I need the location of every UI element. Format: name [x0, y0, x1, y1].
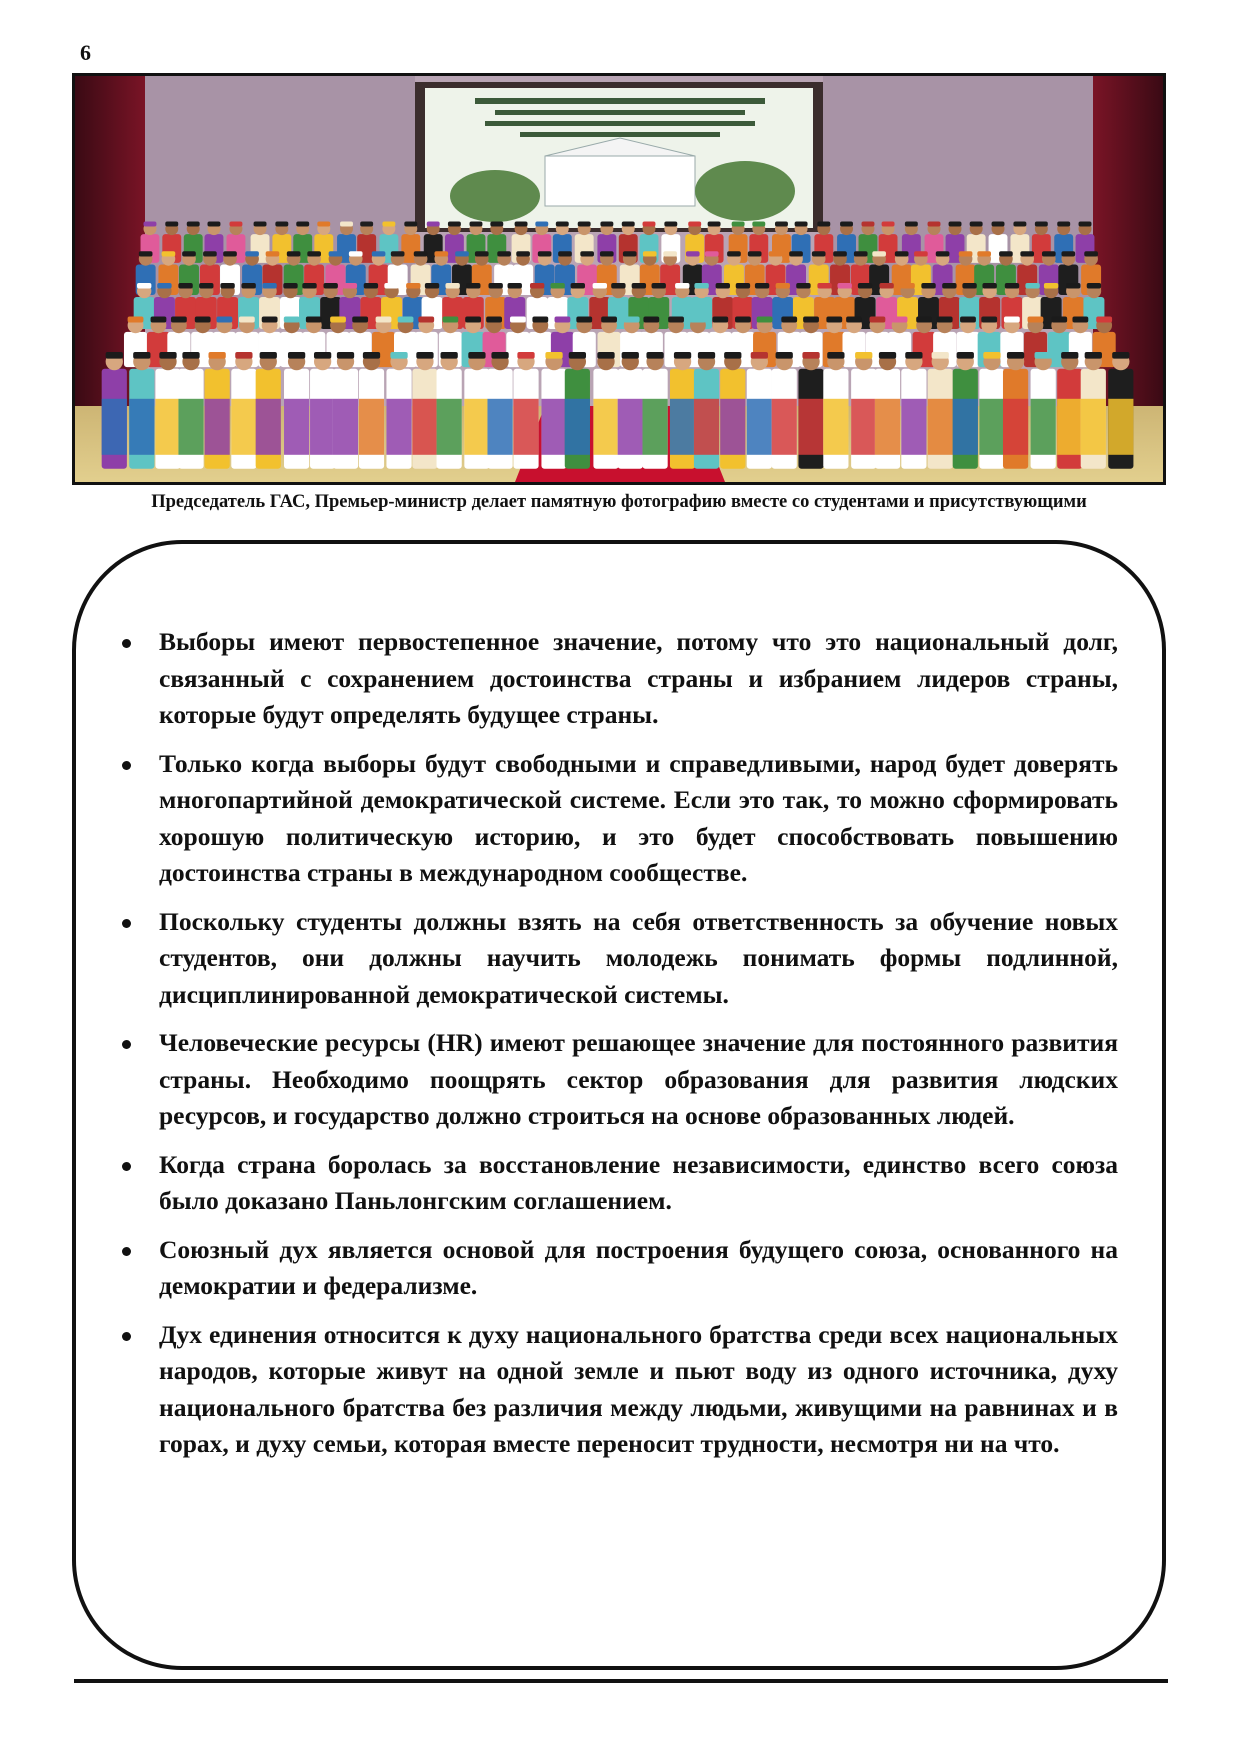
crowd-figure-hair	[611, 283, 625, 289]
bullet-dot-icon	[122, 1162, 131, 1171]
crowd-figure-hair	[497, 251, 511, 256]
crowd-figure-hair	[970, 222, 983, 227]
crowd-figure-hair	[329, 251, 343, 256]
crowd-figure-hair	[376, 317, 392, 323]
crowd-figure-hair	[488, 283, 502, 289]
bottom-rule	[74, 1679, 1168, 1683]
crowd-figure-hair	[959, 251, 973, 256]
crowd-figure-hair	[151, 317, 167, 323]
crowd-figure-hair	[769, 251, 783, 256]
crowd-figure-hair	[465, 317, 481, 323]
crowd-figure-longyi	[284, 399, 309, 455]
crowd-figure-hair	[372, 251, 386, 256]
crowd-figure-hair	[1042, 251, 1056, 256]
crowd-figure-hair	[223, 251, 237, 256]
bullet-list	[116, 624, 1118, 1475]
crowd-figure-hair	[580, 251, 594, 256]
crowd-figure-hair	[468, 352, 485, 359]
crowd-figure-hair	[1035, 352, 1052, 359]
crowd-figure-hair	[622, 352, 639, 359]
crowd-figure-hair	[757, 317, 773, 323]
crowd-figure-hair	[162, 251, 176, 256]
crowd-figure-hair	[414, 251, 428, 256]
crowd-figure-hair	[337, 352, 354, 359]
crowd-figure-hair	[827, 352, 844, 359]
crowd-figure-hair	[643, 251, 657, 256]
crowd-figure-hair	[434, 251, 448, 256]
crowd-figure-hair	[1061, 251, 1075, 256]
crowd-figure-hair	[727, 251, 741, 256]
crowd-figure-hair	[674, 352, 691, 359]
crowd-figure-longyi	[823, 399, 848, 455]
crowd-figure-hair	[664, 222, 677, 227]
crowd-figure-hair	[1020, 251, 1034, 256]
crowd-figure-hair	[363, 352, 380, 359]
crowd-figure-hair	[962, 283, 976, 289]
crowd-figure-hair	[296, 222, 309, 227]
crowd-figure-hair	[1057, 222, 1070, 227]
bullet-item	[116, 746, 1118, 892]
crowd-figure-hair	[187, 222, 200, 227]
crowd-figure-hair	[652, 283, 666, 289]
crowd-figure-hair	[360, 222, 373, 227]
crowd-figure-longyi	[747, 399, 772, 455]
crowd-figure-hair	[555, 317, 571, 323]
crowd-figure-hair	[510, 317, 526, 323]
crowd-figure-hair	[812, 251, 826, 256]
crowd-figure-hair	[840, 222, 853, 227]
crowd-figure-hair	[776, 283, 790, 289]
crowd-figure-longyi	[593, 399, 618, 455]
crowd-figure-hair	[323, 283, 337, 289]
crowd-figure-hair	[491, 352, 508, 359]
crowd-figure-hair	[229, 222, 242, 227]
crowd-figure-hair	[384, 283, 398, 289]
crowd-figure-hair	[675, 283, 689, 289]
crowd-figure-hair	[516, 251, 530, 256]
crowd-figure-hair	[1072, 317, 1088, 323]
crowd-figure-hair	[1061, 352, 1078, 359]
page-number: 6	[80, 40, 91, 65]
crowd-figure-hair	[418, 317, 434, 323]
crowd-figure-hair	[600, 251, 614, 256]
crowd-figure-hair	[576, 317, 592, 323]
crowd-figure-hair	[735, 317, 751, 323]
crowd-figure-hair	[288, 352, 305, 359]
bullet-dot-icon	[122, 1040, 131, 1049]
crowd-figure-hair	[905, 222, 918, 227]
crowd-figure-hair	[643, 317, 659, 323]
crowd-figure-hair	[550, 283, 564, 289]
crowd-figure-hair	[1084, 251, 1098, 256]
crowd-figure-longyi	[359, 399, 384, 455]
crowd-figure-hair	[705, 251, 719, 256]
crowd-figure-hair	[858, 283, 872, 289]
crowd-figure-hair	[789, 251, 803, 256]
crowd-figure-hair	[861, 222, 874, 227]
crowd-figure-longyi	[1057, 399, 1082, 455]
crowd-figure-hair	[1112, 352, 1129, 359]
bullet-dot-icon	[122, 1332, 131, 1341]
crowd-figure-hair	[515, 222, 528, 227]
crowd-figure-hair	[817, 283, 831, 289]
crowd-figure-longyi	[670, 399, 695, 455]
bullet-item	[116, 1232, 1118, 1305]
crowd-figure-hair	[1051, 317, 1067, 323]
crowd-figure-hair	[220, 283, 234, 289]
crowd-figure-longyi	[798, 399, 823, 455]
crowd-figure-hair	[199, 283, 213, 289]
crowd-figure-hair	[1079, 222, 1092, 227]
crowd-figure-longyi	[694, 399, 719, 455]
crowd-figure-hair	[914, 251, 928, 256]
crowd-figure-hair	[949, 222, 962, 227]
crowd-figure-hair	[254, 222, 267, 227]
crowd-figure-hair	[646, 352, 663, 359]
crowd-figure-hair	[209, 352, 226, 359]
crowd-figure-longyi	[618, 399, 643, 455]
crowd-figure-longyi	[875, 399, 900, 455]
crowd-figure-longyi	[487, 399, 512, 455]
crowd-figure-hair	[517, 352, 534, 359]
crowd-figure-hair	[663, 251, 677, 256]
bullet-text: Союзный дух является основой для построения будущего союза, основанного на демократии и федерализме.	[159, 1234, 1118, 1300]
crowd-figure-hair	[445, 283, 459, 289]
crowd-figure-hair	[846, 317, 862, 323]
crowd-figure-hair	[217, 317, 233, 323]
crowd-figure-hair	[1085, 352, 1102, 359]
crowd-figure-hair	[266, 251, 280, 256]
crowd-figure-hair	[833, 251, 847, 256]
crowd-figure-hair	[905, 352, 922, 359]
crowd-figure-hair	[302, 283, 316, 289]
crowd-figure-longyi	[1081, 399, 1106, 455]
crowd-figure-hair	[593, 283, 607, 289]
crowd-figure-hair	[1066, 283, 1080, 289]
crowd-figure-hair	[796, 283, 810, 289]
crowd-figure-hair	[171, 317, 187, 323]
crowd-figure-hair	[178, 283, 192, 289]
crowd-figure-hair	[928, 222, 941, 227]
crowd-figure-hair	[916, 317, 932, 323]
crowd-figure-longyi	[155, 399, 180, 455]
photo-caption: Председатель ГАС, Премьер-министр делает памятную фотографию вместе со студентами и присутствующими	[151, 492, 1087, 512]
crowd-figure-hair	[535, 222, 548, 227]
crowd-figure-longyi	[205, 399, 230, 455]
crowd-figure-longyi	[437, 399, 462, 455]
crowd-figure-hair	[1096, 317, 1112, 323]
crowd-figure-hair	[455, 251, 469, 256]
crowd-figure-hair	[686, 251, 700, 256]
bullet-dot-icon	[122, 1247, 131, 1256]
crowd-figure-hair	[1013, 222, 1026, 227]
crowd-figure-hair	[999, 251, 1013, 256]
crowd-figure-hair	[755, 283, 769, 289]
crowd-figure-hair	[942, 283, 956, 289]
crowd-figure-longyi	[231, 399, 256, 455]
crowd-figure-hair	[241, 283, 255, 289]
crowd-figure-hair	[352, 317, 368, 323]
group-photo	[72, 73, 1166, 485]
crowd-figure-hair	[716, 283, 730, 289]
crowd-figure-hair	[262, 283, 276, 289]
crowd-figure-hair	[1087, 283, 1101, 289]
crowd-figure-hair	[900, 283, 914, 289]
crowd-figure-hair	[1025, 283, 1039, 289]
crowd-figure-hair	[486, 317, 502, 323]
crowd-figure-hair	[391, 251, 405, 256]
crowd-figure-longyi	[386, 399, 411, 455]
crowd-figure-hair	[307, 251, 321, 256]
crowd-figure-hair	[235, 352, 252, 359]
crowd-figure-hair	[275, 222, 288, 227]
crowd-figure-longyi	[928, 399, 953, 455]
crowd-figure-hair	[698, 352, 715, 359]
crowd-figure-hair	[165, 222, 178, 227]
crowd-figure-hair	[879, 283, 893, 289]
crowd-figure-hair	[837, 283, 851, 289]
crowd-figure-longyi	[129, 399, 154, 455]
crowd-figure-hair	[578, 222, 591, 227]
crowd-figure-hair	[775, 222, 788, 227]
crowd-figure-hair	[601, 317, 617, 323]
crowd-figure-hair	[752, 222, 765, 227]
crowd-figure-hair	[207, 222, 220, 227]
crowd-figure-hair	[981, 317, 997, 323]
crowd-figure-hair	[882, 222, 895, 227]
crowd-figure-hair	[781, 317, 797, 323]
crowd-figure-hair	[128, 317, 144, 323]
crowd-figure-longyi	[541, 399, 566, 455]
crowd-figure-hair	[870, 317, 886, 323]
crowd-figure-hair	[817, 222, 830, 227]
crowd-figure-hair	[203, 251, 217, 256]
bullet-text: Человеческие ресурсы (HR) имеют решающее значение для постоянного развития страны. Необходимо поощрять сектор образования для развития людских ресурсов, и государство должно строиться на основе образованных людей.	[159, 1028, 1118, 1130]
bullet-dot-icon	[122, 761, 131, 770]
crowd-figure-hair	[364, 283, 378, 289]
crowd-figure-hair	[441, 352, 458, 359]
crowd-figure-hair	[195, 317, 211, 323]
bullet-text: Поскольку студенты должны взять на себя ответственность за обучение новых студентов, они должны научить молодежь понимать формы подлинной, дисциплинированной демократической системы.	[159, 906, 1118, 1009]
crowd-figure-hair	[416, 352, 433, 359]
group-photo-image	[75, 76, 1163, 482]
crowd-figure-longyi	[310, 399, 335, 455]
crowd-figure-hair	[872, 251, 886, 256]
crowd-figure-hair	[330, 317, 346, 323]
crowd-figure-hair	[668, 317, 684, 323]
crowd-figure-hair	[879, 352, 896, 359]
crowd-figure-hair	[182, 352, 199, 359]
crowd-figure-hair	[143, 222, 156, 227]
crowd-figure-hair	[159, 352, 176, 359]
crowd-figure-hair	[983, 352, 1000, 359]
crowd-figure-hair	[382, 222, 395, 227]
crowd-figure-hair	[390, 352, 407, 359]
crowd-figure-hair	[284, 317, 300, 323]
crowd-figure-hair	[632, 283, 646, 289]
crowd-figure-hair	[314, 352, 331, 359]
crowd-figure-hair	[597, 352, 614, 359]
crowd-figure-hair	[957, 352, 974, 359]
bullet-dot-icon	[122, 639, 131, 648]
crowd-figure-hair	[530, 283, 544, 289]
crowd-figure-hair	[558, 251, 572, 256]
bullet-item	[116, 624, 1118, 734]
crowd-figure-hair	[571, 283, 585, 289]
crowd-figure-hair	[982, 283, 996, 289]
crowd-figure-hair	[1005, 283, 1019, 289]
bullet-text: Когда страна боролась за восстановление независимости, единство всего союза было доказано Паньлонгским соглашением.	[159, 1149, 1118, 1215]
crowd-figure-hair	[182, 251, 196, 256]
crowd-figure-hair	[406, 283, 420, 289]
crowd-figure-longyi	[772, 399, 797, 455]
crowd-figure-hair	[937, 317, 953, 323]
crowd-figure-hair	[139, 251, 153, 256]
crowd-figure-hair	[690, 317, 706, 323]
crowd-figure-hair	[921, 283, 935, 289]
crowd-figure-hair	[448, 222, 461, 227]
bullet-text: Дух единения относится к духу национального братства среди всех национальных народов, которые живут на одной земле и пьют воду из одного источника, духу национального братства без различия между людьми, живущими на равнинах и в горах, и духу семьи, которая вместе переносит трудности, несмотря ни на что.	[159, 1319, 1118, 1458]
crowd-figure-hair	[932, 352, 949, 359]
crowd-figure-hair	[1004, 317, 1020, 323]
crowd-figure-hair	[892, 317, 908, 323]
crowd-figure-hair	[1044, 283, 1058, 289]
crowd-figure-hair	[475, 251, 489, 256]
crowd-figure-longyi	[102, 399, 127, 455]
crowd-figure-hair	[855, 352, 872, 359]
crowd-figure-hair	[826, 317, 842, 323]
crowd-figure-hair	[260, 352, 277, 359]
crowd-figure-hair	[1028, 317, 1044, 323]
crowd-figure-hair	[960, 317, 976, 323]
crowd-figure-hair	[425, 283, 439, 289]
crowd-figure-hair	[895, 251, 909, 256]
crowd-figure-hair	[688, 222, 701, 227]
crowd-figure-hair	[802, 352, 819, 359]
crowd-figure-longyi	[513, 399, 538, 455]
crowd-figure-hair	[466, 283, 480, 289]
bullet-item	[116, 1025, 1118, 1135]
crowd-figure-hair	[732, 222, 745, 227]
crowd-figure-hair	[404, 222, 417, 227]
crowd-figure-longyi	[642, 399, 667, 455]
crowd-figure-hair	[624, 317, 640, 323]
bullet-item	[116, 1317, 1118, 1463]
crowd-figure-hair	[317, 222, 330, 227]
crowd-figure-hair	[343, 283, 357, 289]
crowd-figure-hair	[287, 251, 301, 256]
crowd-figure-hair	[854, 251, 868, 256]
crowd-figure-hair	[600, 222, 613, 227]
crowd-figure-hair	[712, 317, 728, 323]
crowd-figure-longyi	[412, 399, 437, 455]
crowd-figure-hair	[708, 222, 721, 227]
crowd-figure-hair	[262, 317, 278, 323]
crowd-figure-hair	[306, 317, 322, 323]
crowd-figure-longyi	[979, 399, 1004, 455]
crowd-figure-longyi	[953, 399, 978, 455]
crowd-figure-hair	[283, 283, 297, 289]
bullet-dot-icon	[122, 919, 131, 928]
crowd-figure-hair	[1035, 222, 1048, 227]
crowd-figure-hair	[508, 283, 522, 289]
bullet-item	[116, 904, 1118, 1014]
crowd-figure-hair	[736, 283, 750, 289]
crowd-figure-hair	[977, 251, 991, 256]
crowd-figure-hair	[157, 283, 171, 289]
crowd-figure-longyi	[256, 399, 281, 455]
crowd-figure-hair	[340, 222, 353, 227]
crowd-figure-hair	[545, 352, 562, 359]
crowd-figure-hair	[748, 251, 762, 256]
crowd-figure-hair	[622, 222, 635, 227]
crowd-figure-hair	[1007, 352, 1024, 359]
crowd-figure-longyi	[1031, 399, 1056, 455]
crowd-figure-longyi	[720, 399, 745, 455]
bullet-text: Выборы имеют первостепенное значение, потому что это национальный долг, связанный с сохранением достоинства страны и избранием лидеров страны, которые будут определять будущее страны.	[159, 627, 1118, 729]
crowd-figure-longyi	[851, 399, 876, 455]
crowd-figure-hair	[470, 222, 483, 227]
crowd-figure-hair	[623, 251, 637, 256]
crowd-figure-hair	[106, 352, 123, 359]
crowd-figure-hair	[569, 352, 586, 359]
crowd-figure-hair	[776, 352, 793, 359]
crowd-figure-hair	[490, 222, 503, 227]
crowd-figure-hair	[239, 317, 255, 323]
crowd-figure-longyi	[333, 399, 358, 455]
crowd-figure-hair	[795, 222, 808, 227]
crowd-figure-hair	[245, 251, 259, 256]
crowd-figure-hair	[751, 352, 768, 359]
crowd-figure-longyi	[464, 399, 489, 455]
crowd-figure-longyi	[565, 399, 590, 455]
crowd-figure-hair	[992, 222, 1005, 227]
crowd-figure-longyi	[178, 399, 203, 455]
crowd-figure-hair	[427, 222, 440, 227]
bullet-text: Только когда выборы будут свободными и справедливыми, народ будет доверять многопартийной демократической системе. Если это так, то можно сформировать хорошую политическую историю, и это будет способствовать повышению достоинства страны в международном сообществе.	[159, 748, 1118, 887]
crowd-figure-hair	[137, 283, 151, 289]
crowd-figure-hair	[803, 317, 819, 323]
crowd-figure-longyi	[1108, 399, 1133, 455]
crowd-figure-hair	[532, 317, 548, 323]
crowd-figure-longyi	[1003, 399, 1028, 455]
crowd-figure-hair	[398, 317, 414, 323]
crowd-figure-hair	[556, 222, 569, 227]
crowd-figure-hair	[349, 251, 363, 256]
crowd-figure-hair	[936, 251, 950, 256]
bullet-item	[116, 1147, 1118, 1220]
crowd-figure-hair	[538, 251, 552, 256]
crowd-figure-hair	[133, 352, 150, 359]
crowd-figure-longyi	[901, 399, 926, 455]
crowd-figure-hair	[694, 283, 708, 289]
crowd-figure-hair	[724, 352, 741, 359]
crowd-figure-hair	[643, 222, 656, 227]
crowd-figure-hair	[442, 317, 458, 323]
